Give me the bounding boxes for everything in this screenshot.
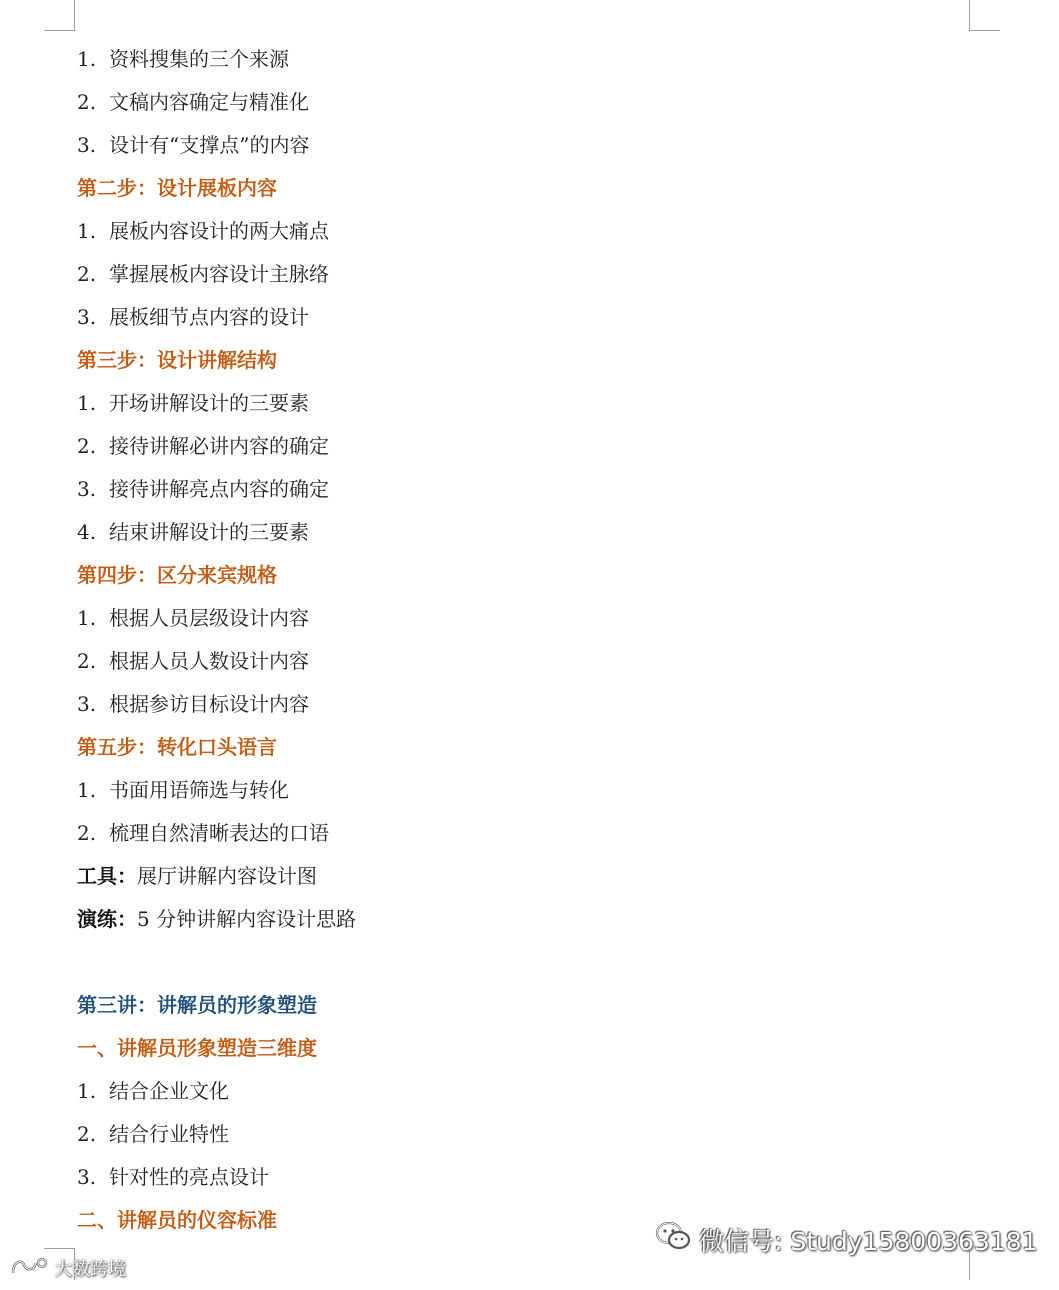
list-number: 3. (77, 1165, 97, 1189)
list-number: 3. (77, 477, 97, 501)
tool-label: 工具： (77, 864, 137, 888)
list-text: 书面用语筛选与转化 (109, 778, 289, 802)
list-number: 2. (77, 262, 97, 286)
list-text: 根据人员层级设计内容 (109, 606, 309, 630)
list-item (77, 769, 977, 812)
list-item (77, 253, 977, 296)
list-number: 2. (77, 649, 97, 673)
section-heading-1: 一、讲解员形象塑造三维度 (77, 1036, 317, 1060)
tool-line (77, 855, 977, 898)
list-number: 1. (77, 219, 97, 243)
list-number: 1. (77, 391, 97, 415)
list-item (77, 468, 977, 511)
list-item (77, 812, 977, 855)
brand-text: 大数跨境 (54, 1259, 126, 1280)
brand-watermark (10, 1256, 126, 1284)
list-text: 根据参访目标设计内容 (109, 692, 309, 716)
list-item (77, 425, 977, 468)
list-text: 设计有“支撑点”的内容 (109, 133, 310, 157)
list-text: 接待讲解亮点内容的确定 (109, 477, 329, 501)
wechat-id-text: 微信号: Study15800363181 (699, 1227, 1038, 1256)
drill-label: 演练： (77, 907, 137, 931)
wechat-icon (655, 1220, 691, 1264)
crop-mark-bottom-left-h (44, 1248, 75, 1249)
document-body (77, 38, 977, 1242)
list-text: 梳理自然清晰表达的口语 (109, 821, 329, 845)
list-item (77, 1070, 977, 1113)
list-text: 接待讲解必讲内容的确定 (109, 434, 329, 458)
list-item (77, 210, 977, 253)
list-text: 掌握展板内容设计主脉络 (109, 262, 329, 286)
list-number: 2. (77, 434, 97, 458)
list-item (77, 511, 977, 554)
list-text: 结束讲解设计的三要素 (109, 520, 309, 544)
list-number: 4. (77, 520, 97, 544)
list-item (77, 81, 977, 124)
list-item (77, 683, 977, 726)
list-number: 1. (77, 606, 97, 630)
list-number: 1. (77, 47, 97, 71)
list-text: 结合企业文化 (109, 1079, 229, 1103)
crop-mark-top-right-v (969, 0, 970, 30)
step-heading-3: 第三步：设计讲解结构 (77, 348, 277, 372)
list-number: 2. (77, 821, 97, 845)
lecture-heading: 第三讲：讲解员的形象塑造 (77, 993, 317, 1017)
drill-text: 5 分钟讲解内容设计思路 (137, 907, 357, 931)
drill-line (77, 898, 977, 941)
wechat-watermark (655, 1222, 1038, 1262)
list-text: 展板内容设计的两大痛点 (109, 219, 329, 243)
list-item (77, 1156, 977, 1199)
step-heading-2: 第二步：设计展板内容 (77, 176, 277, 200)
list-item (77, 124, 977, 167)
list-item (77, 640, 977, 683)
crop-mark-top-left-h (44, 30, 75, 31)
list-number: 1. (77, 778, 97, 802)
step-heading-4: 第四步：区分来宾规格 (77, 563, 277, 587)
list-number: 1. (77, 1079, 97, 1103)
list-item (77, 597, 977, 640)
crop-mark-top-right-h (969, 30, 1000, 31)
list-text: 文稿内容确定与精准化 (109, 90, 309, 114)
brand-logo-icon (10, 1255, 50, 1286)
list-number: 3. (77, 133, 97, 157)
list-text: 根据人员人数设计内容 (109, 649, 309, 673)
blank-line (77, 941, 977, 984)
list-text: 展板细节点内容的设计 (109, 305, 309, 329)
list-number: 2. (77, 90, 97, 114)
list-item (77, 38, 977, 81)
list-number: 3. (77, 692, 97, 716)
tool-text: 展厅讲解内容设计图 (137, 864, 317, 888)
section-heading-2: 二、讲解员的仪容标准 (77, 1208, 277, 1232)
list-text: 资料搜集的三个来源 (109, 47, 289, 71)
list-number: 3. (77, 305, 97, 329)
list-item (77, 382, 977, 425)
list-text: 开场讲解设计的三要素 (109, 391, 309, 415)
list-text: 针对性的亮点设计 (109, 1165, 269, 1189)
list-item (77, 1113, 977, 1156)
list-number: 2. (77, 1122, 97, 1146)
step-heading-5: 第五步：转化口头语言 (77, 735, 277, 759)
crop-mark-top-left-v (74, 0, 75, 30)
list-text: 结合行业特性 (109, 1122, 229, 1146)
list-item (77, 296, 977, 339)
